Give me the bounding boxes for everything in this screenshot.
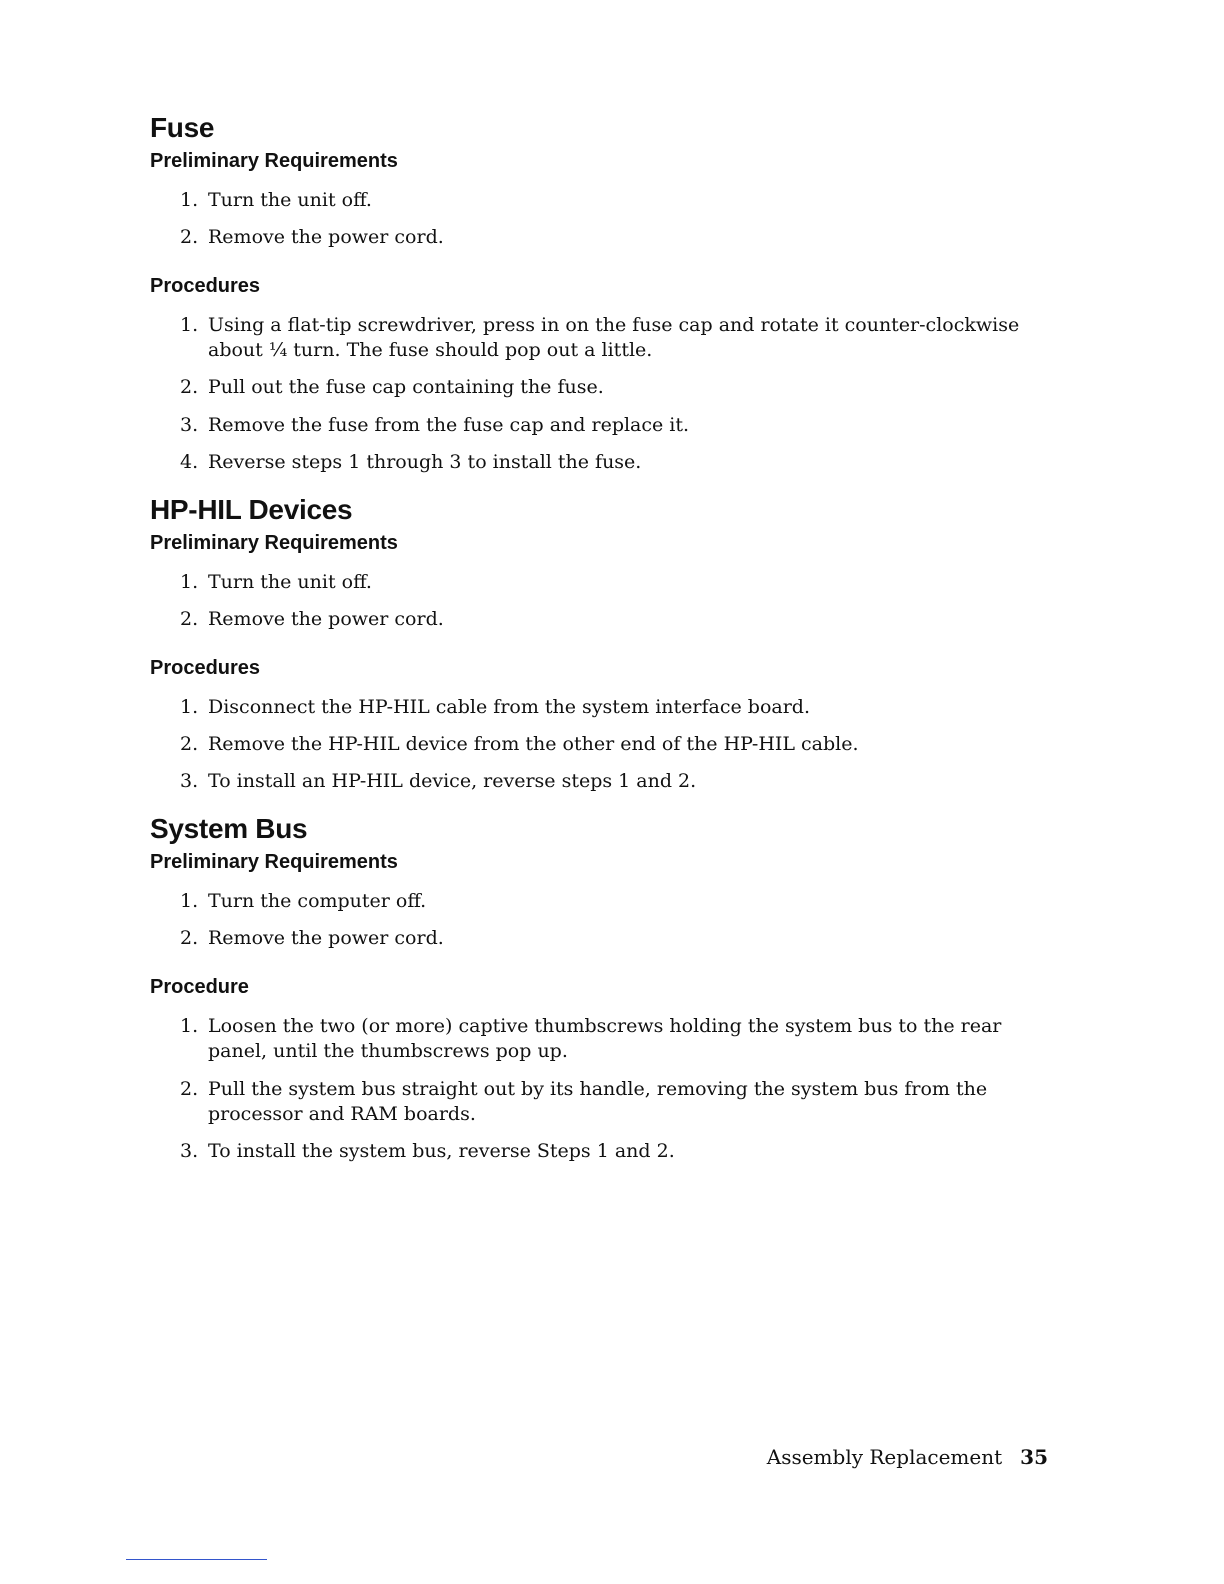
- list-item: 1. Turn the unit off.: [180, 571, 372, 593]
- list-item: 1. Turn the computer off.: [180, 890, 427, 912]
- list-item: 1. Disconnect the HP-HIL cable from the system interface board.: [180, 696, 810, 718]
- list-item: 2. Remove the power cord.: [180, 927, 444, 949]
- footnote-rule: [126, 1559, 267, 1560]
- subheading-procedure: Procedure: [150, 976, 249, 998]
- list-item: 2. Remove the HP-HIL device from the other end of the HP-HIL cable.: [180, 733, 859, 755]
- list-item: 1. Turn the unit off.: [180, 189, 372, 211]
- list-item: 2. Remove the power cord.: [180, 608, 444, 630]
- list-item: 1. Loosen the two (or more) captive thumbscrews holding the system bus to the rear panel, until the thumbscrews pop up.: [180, 1015, 1002, 1062]
- subheading-procedures: Procedures: [150, 275, 261, 297]
- list-item: 4. Reverse steps 1 through 3 to install the fuse.: [180, 451, 642, 473]
- subheading-procedures: Procedures: [150, 657, 261, 679]
- footer-chapter-title: Assembly Replacement: [766, 1445, 1003, 1469]
- section-title-fuse: Fuse: [150, 112, 215, 143]
- section-title-hp-hil-devices: HP-HIL Devices: [150, 494, 353, 525]
- list-item: 3. To install an HP-HIL device, reverse steps 1 and 2.: [180, 770, 697, 792]
- subheading-preliminary-requirements: Preliminary Requirements: [150, 150, 398, 172]
- list-item: 2. Pull the system bus straight out by its handle, removing the system bus from the processor and RAM boards.: [180, 1078, 988, 1125]
- list-item: 2. Pull out the fuse cap containing the fuse.: [180, 376, 604, 398]
- list-item: 1. Using a flat-tip screwdriver, press in on the fuse cap and rotate it counter-clockwise about ¼ turn. The fuse should pop out a little.: [180, 314, 1020, 361]
- subheading-preliminary-requirements: Preliminary Requirements: [150, 851, 398, 873]
- section-title-system-bus: System Bus: [150, 813, 308, 844]
- list-item: 3. Remove the fuse from the fuse cap and replace it.: [180, 414, 690, 436]
- subheading-preliminary-requirements: Preliminary Requirements: [150, 532, 398, 554]
- page-number: 35: [1020, 1445, 1048, 1469]
- list-item: 2. Remove the power cord.: [180, 226, 444, 248]
- list-item: 3. To install the system bus, reverse Steps 1 and 2.: [180, 1140, 675, 1162]
- page-footer: [767, 1445, 1048, 1469]
